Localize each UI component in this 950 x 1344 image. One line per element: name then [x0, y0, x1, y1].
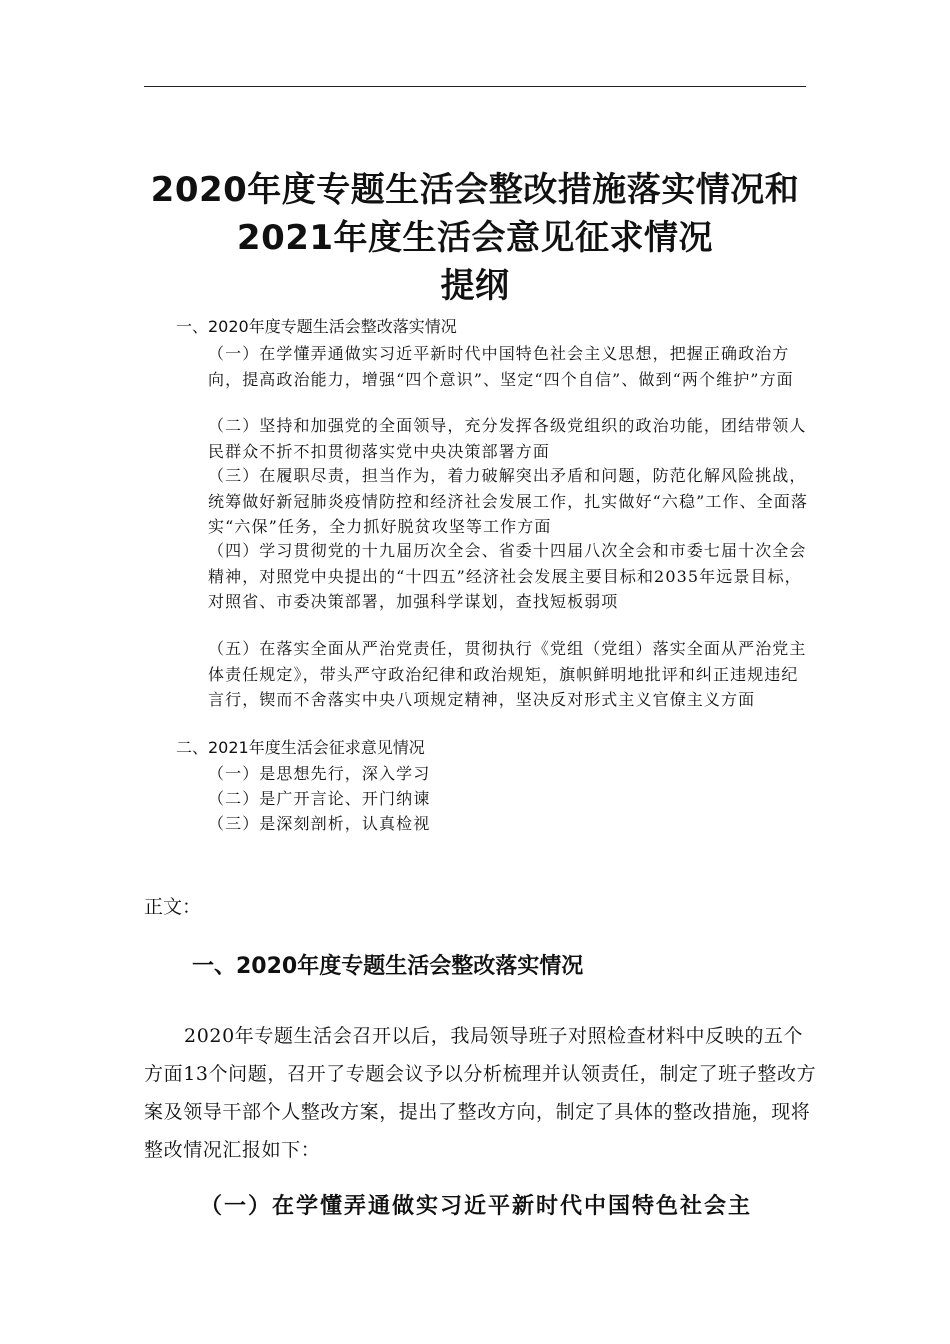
outline-item-1-3: （三）在履职尽责，担当作为，着力破解突出矛盾和问题，防范化解风险挑战，统筹做好新冠肺炎疫情防控和经济社会发展工作，扎实做好“六稳”工作、全面落实“六保”任务，全力抓好脱贫攻坚等工作方面: [208, 466, 808, 536]
doc-title-line1: 2020年度专题生活会整改措施落实情况和: [150, 170, 800, 210]
header-rule: [144, 86, 806, 87]
subsection1-heading: （一）在学懂弄通做实习近平新时代中国特色社会主: [200, 1193, 753, 1219]
doc-title-line2: 2021年度生活会意见征求情况: [236, 218, 714, 258]
outline-item-2-1: （一）是思想先行，深入学习: [208, 764, 431, 783]
outline-item-2-3: （三）是深刻剖析，认真检视: [208, 814, 431, 833]
outline-part1-heading: 一、2020年度专题生活会整改落实情况: [176, 317, 457, 336]
outline-part2-heading: 二、2021年度生活会征求意见情况: [176, 738, 425, 757]
outline-item-1-4: （四）学习贯彻党的十九届历次全会、省委十四届八次全会和市委七届十次全会精神，对照党中央提出的“十四五”经济社会发展主要目标和2035年远景目标，对照省、市委决策部署，加强科学谋划，查找短板弱项: [208, 541, 807, 611]
section1-heading: 一、2020年度专题生活会整改落实情况: [192, 954, 584, 979]
doc-title-line3: 提纲: [440, 266, 510, 306]
outline-item-1-2: （二）坚持和加强党的全面领导，充分发挥各级党组织的政治功能，团结带领人民群众不折不扣贯彻落实党中央决策部署方面: [208, 416, 807, 461]
outline-item-1-5: （五）在落实全面从严治党责任，贯彻执行《党组（党组）落实全面从严治党主体责任规定》，带头严守政治纪律和政治规矩，旗帜鲜明地批评和纠正违规违纪言行，锲而不舍落实中央八项规定精神，坚决反对形式主义官僚主义方面: [208, 639, 807, 709]
outline-item-1-1: （一）在学懂弄通做实习近平新时代中国特色社会主义思想，把握正确政治方向，提高政治能力，增强“四个意识”、坚定“四个自信”、做到“两个维护”方面: [208, 344, 794, 389]
body-label: 正文：: [144, 896, 202, 918]
body-paragraph: 2020年专题生活会召开以后，我局领导班子对照检查材料中反映的五个方面13个问题，召开了专题会议予以分析梳理并认领责任，制定了班子整改方案及领导干部个人整改方案，提出了整改方向，制定了具体的整改措施，现将整改情况汇报如下：: [144, 1025, 817, 1161]
outline-item-2-2: （二）是广开言论、开门纳谏: [208, 789, 431, 808]
